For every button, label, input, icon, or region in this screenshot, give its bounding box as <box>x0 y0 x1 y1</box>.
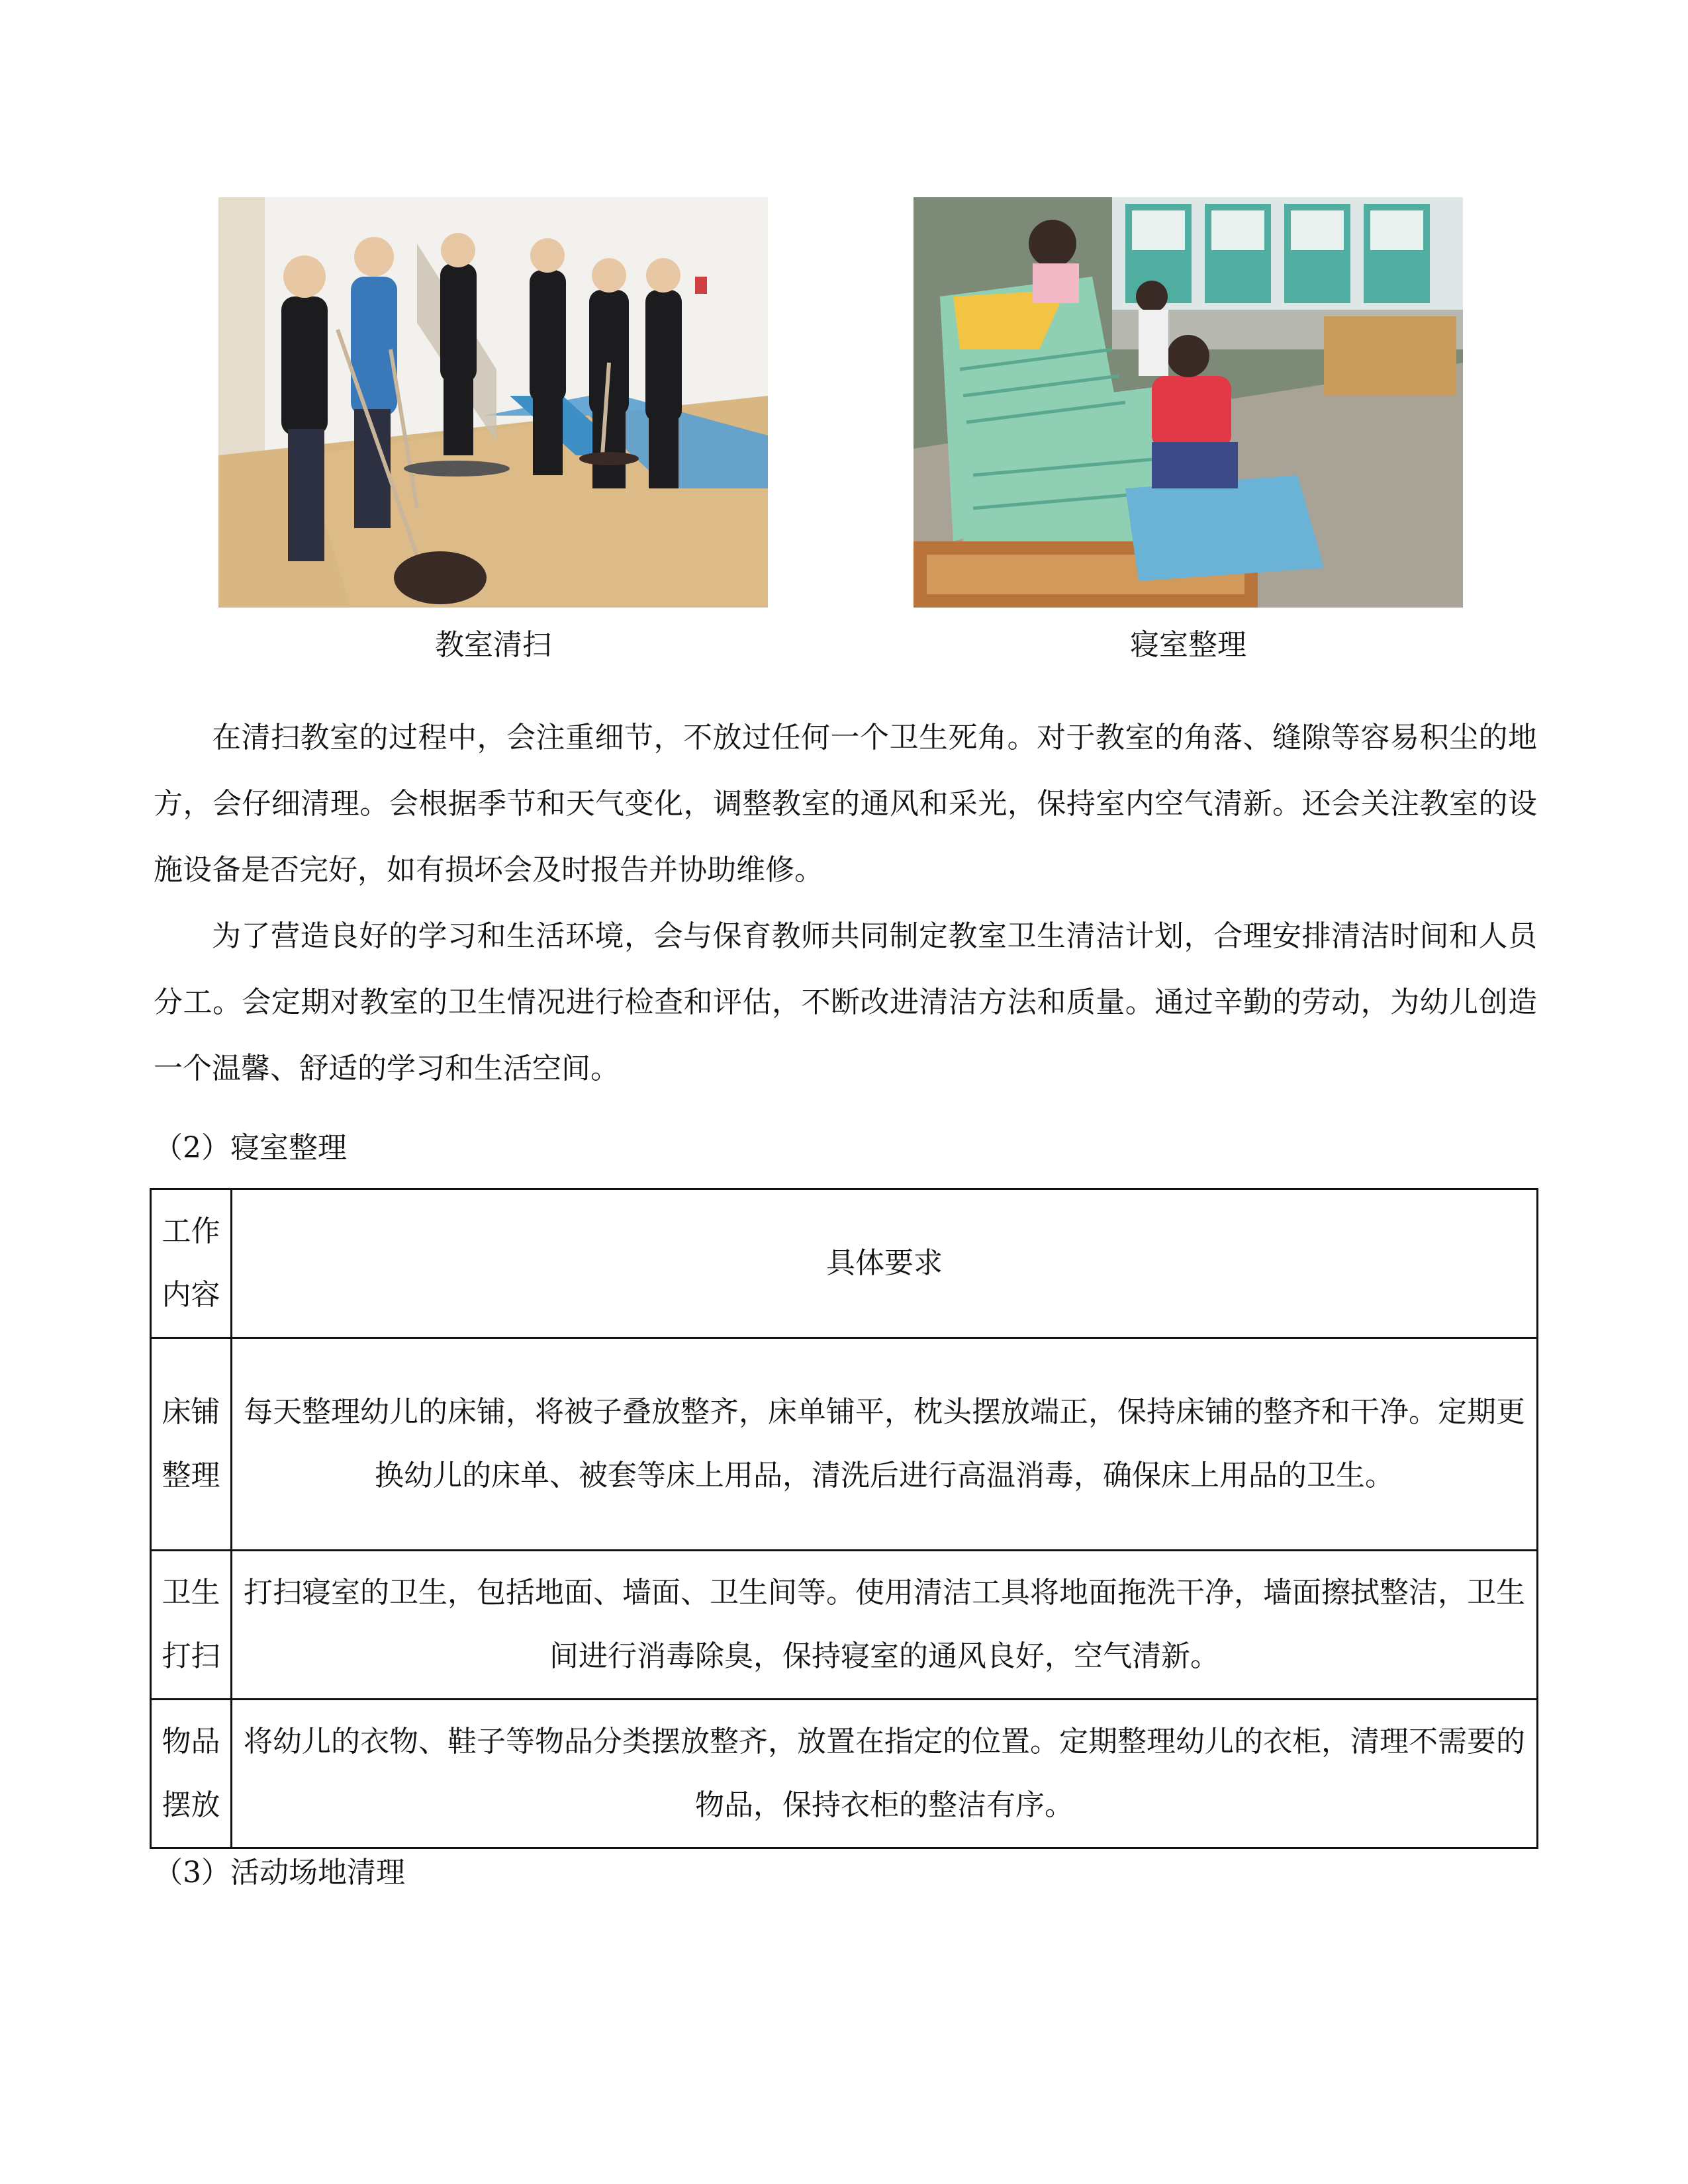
section-heading-dorm: （2）寝室整理 <box>154 1131 347 1165</box>
table-row <box>151 1551 1538 1700</box>
photo-dorm-tidying <box>914 197 1463 608</box>
dorm-requirements-table <box>150 1188 1538 1849</box>
section-heading-activity-area: （3）活动场地清理 <box>154 1856 405 1889</box>
header-work-content-line1: 工作 <box>162 1214 220 1248</box>
row-label-bed-making <box>151 1338 232 1551</box>
row-label-line1: 卫生 <box>162 1576 220 1610</box>
photo-classroom-cleaning-illustration <box>218 197 768 608</box>
photo-dorm-tidying-illustration <box>914 197 1463 608</box>
row-label-line2: 打扫 <box>162 1639 220 1673</box>
row-label-line2: 整理 <box>162 1459 220 1492</box>
caption-classroom-cleaning: 教室清扫 <box>435 628 551 662</box>
row-text-item-placement: 将幼儿的衣物、鞋子等物品分类摆放整齐，放置在指定的位置。定期整理幼儿的衣柜，清理不需要的物品，保持衣柜的整洁有序。 <box>232 1700 1538 1848</box>
photo-classroom-cleaning <box>218 197 768 608</box>
table-row <box>151 1700 1538 1848</box>
header-work-content-line2: 内容 <box>162 1278 220 1312</box>
table-row <box>151 1338 1538 1551</box>
row-text-sanitation: 打扫寝室的卫生，包括地面、墙面、卫生间等。使用清洁工具将地面拖洗干净，墙面擦拭整洁，卫生间进行消毒除臭，保持寝室的通风良好，空气清新。 <box>232 1551 1538 1700</box>
row-label-sanitation <box>151 1551 232 1700</box>
paragraph-classroom-details: 在清扫教室的过程中，会注重细节，不放过任何一个卫生死角。对于教室的角落、缝隙等容易积尘的地方，会仔细清理。会根据季节和天气变化，调整教室的通风和采光，保持室内空气清新。还会关注教室的设施设备是否完好，如有损坏会及时报告并协助维修。 <box>154 721 1537 887</box>
paragraph-cleaning-plan: 为了营造良好的学习和生活环境，会与保育教师共同制定教室卫生清洁计划，合理安排清洁时间和人员分工。会定期对教室的卫生情况进行检查和评估，不断改进清洁方法和质量。通过辛勤的劳动，为幼儿创造一个温馨、舒适的学习和生活空间。 <box>154 919 1537 1085</box>
header-work-content <box>151 1189 232 1338</box>
row-label-item-placement <box>151 1700 232 1848</box>
header-requirements: 具体要求 <box>232 1189 1538 1338</box>
row-label-line2: 摆放 <box>162 1788 220 1822</box>
row-label-line1: 床铺 <box>162 1395 220 1429</box>
row-label-line1: 物品 <box>162 1725 220 1758</box>
row-text-bed-making: 每天整理幼儿的床铺，将被子叠放整齐，床单铺平，枕头摆放端正，保持床铺的整齐和干净。定期更换幼儿的床单、被套等床上用品，清洗后进行高温消毒，确保床上用品的卫生。 <box>232 1338 1538 1551</box>
table-header-row <box>151 1189 1538 1338</box>
caption-dorm-tidying: 寝室整理 <box>1130 628 1246 662</box>
